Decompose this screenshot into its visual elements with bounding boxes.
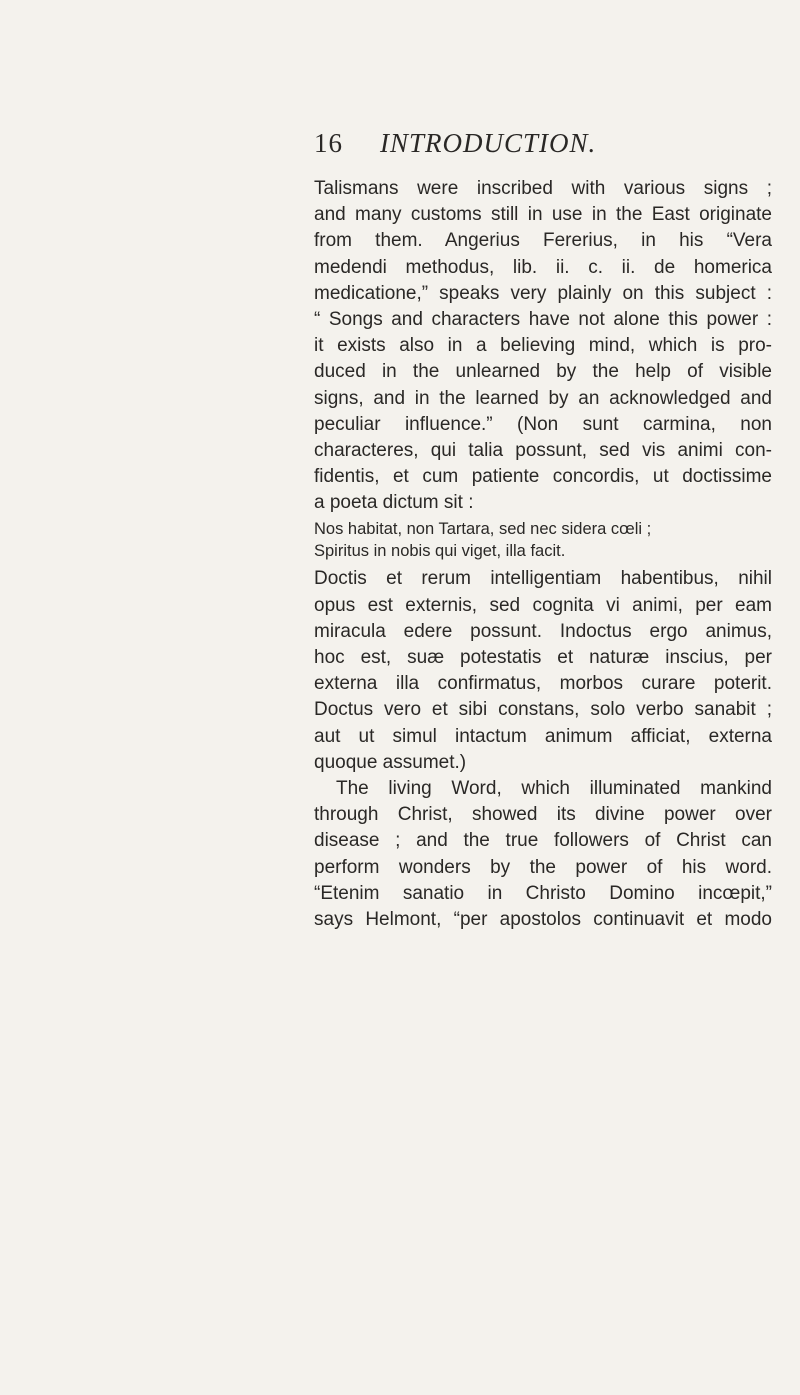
text-line: from them. Angerius Fererius, in his “Vera [314, 230, 772, 252]
text-line: The living Word, which illuminated mankind [336, 777, 772, 799]
text-line: peculiar influence.” (Non sunt carmina, non [314, 413, 772, 435]
text-line: “Etenim sanatio in Christo Domino incœpit,” [314, 882, 772, 904]
text-line: fidentis, et cum patiente concordis, ut doctissime [314, 466, 772, 488]
text-line: “ Songs and characters have not alone this power : [314, 308, 772, 330]
text-line: disease ; and the true followers of Christ can [314, 830, 772, 852]
text-line: hoc est, suæ potestatis et naturæ inscius, per [314, 647, 772, 668]
running-head [314, 128, 774, 164]
page-number: 16 [314, 128, 343, 158]
text-line: Doctus vero et sibi constans, solo verbo sanabit ; [314, 699, 772, 721]
running-title: INTRODUCTION. [380, 128, 597, 158]
text-line: a poeta dictum sit : [314, 492, 474, 514]
text-line: externa illa confirmatus, morbos curare poterit. [314, 673, 772, 695]
body-text [314, 176, 772, 933]
text-line: Doctis et rerum intelligentiam habentibus, nihil [314, 568, 772, 590]
text-line: medicatione,” speaks very plainly on this subject : [314, 282, 772, 304]
text-line: duced in the unlearned by the help of visible [314, 361, 772, 383]
text-line: perform wonders by the power of his word. [314, 856, 772, 878]
text-line: aut ut simul intactum animum afficiat, externa [314, 725, 772, 747]
text-line: it exists also in a believing mind, which is pro- [314, 335, 772, 357]
text-line: and many customs still in use in the East originate [314, 204, 772, 226]
text-line: signs, and in the learned by an acknowledged and [314, 387, 772, 409]
text-line: miracula edere possunt. Indoctus ergo animus, [314, 620, 772, 642]
verse-line: Nos habitat, non Tartara, sed nec sidera cœli ; [314, 520, 652, 539]
text-line: through Christ, showed its divine power over [314, 804, 772, 826]
verse-line: Spiritus in nobis qui viget, illa facit. [314, 542, 566, 561]
verse-quote [314, 518, 772, 562]
text-line: says Helmont, “per apostolos continuavit et modo [314, 908, 772, 930]
text-line: characteres, qui talia possunt, sed vis animi con- [314, 439, 772, 461]
text-line: quoque assumet.) [314, 751, 467, 773]
text-line: Talismans were inscribed with various signs ; [314, 178, 772, 199]
text-line: opus est externis, sed cognita vi animi, per eam [314, 594, 772, 616]
text-line: medendi methodus, lib. ii. c. ii. de homerica [314, 256, 772, 278]
